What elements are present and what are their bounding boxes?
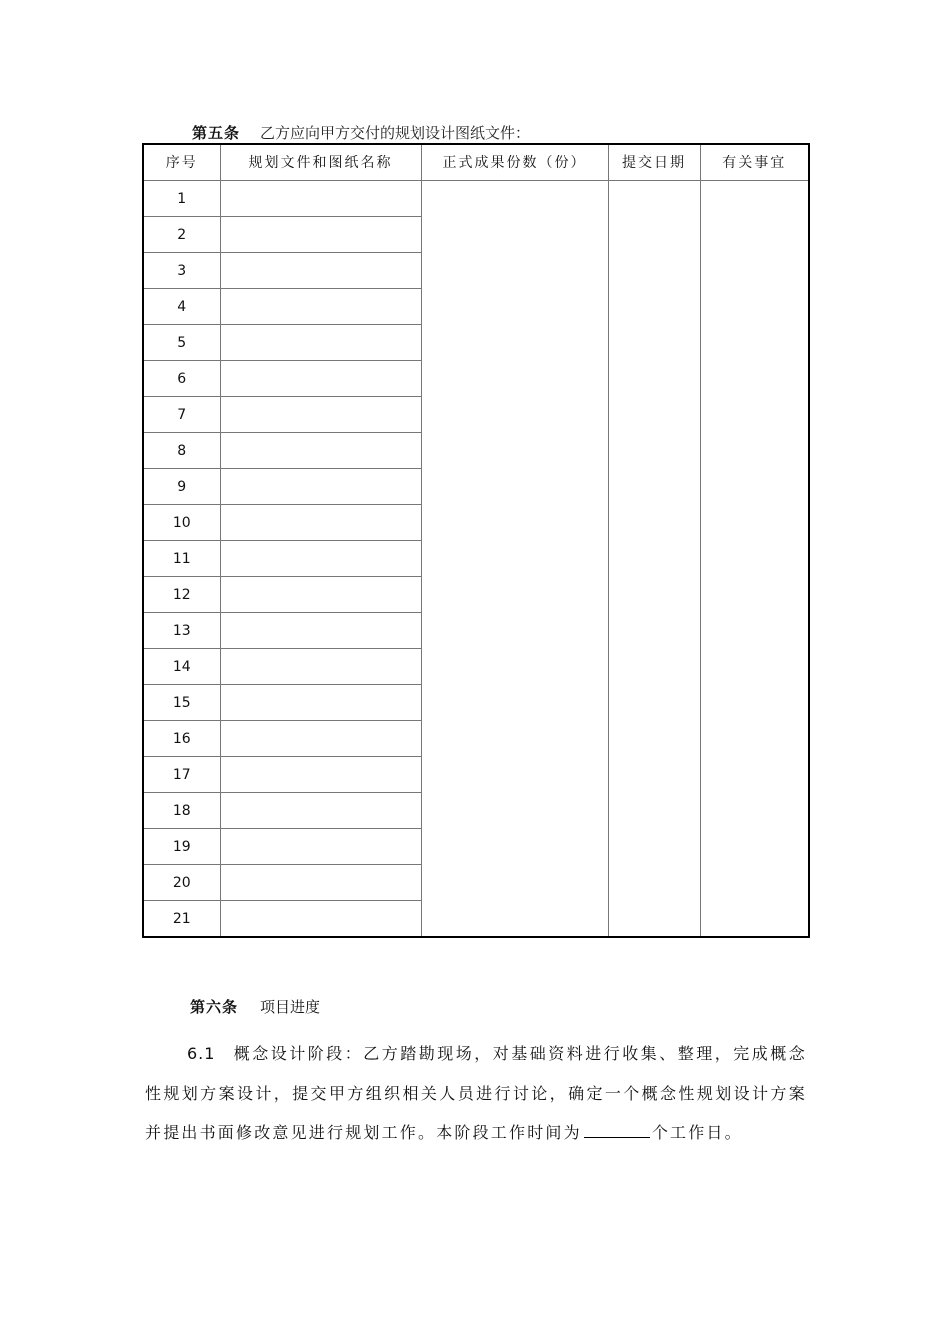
row-serial: 16	[143, 721, 220, 757]
row-doc-name-cell[interactable]	[220, 685, 421, 721]
row-doc-name-cell[interactable]	[220, 217, 421, 253]
row-serial: 19	[143, 829, 220, 865]
article-5-heading	[192, 122, 530, 144]
row-doc-name-cell[interactable]	[220, 577, 421, 613]
row-serial: 6	[143, 361, 220, 397]
row-serial: 20	[143, 865, 220, 901]
row-doc-name-cell[interactable]	[220, 901, 421, 938]
header-notes: 有关事宜	[700, 144, 809, 181]
row-copies-cell[interactable]	[421, 181, 608, 938]
row-serial: 9	[143, 469, 220, 505]
row-doc-name-cell[interactable]	[220, 649, 421, 685]
row-notes-cell[interactable]	[700, 181, 809, 938]
row-serial: 3	[143, 253, 220, 289]
row-doc-name-cell[interactable]	[220, 541, 421, 577]
header-submit-date: 提交日期	[608, 144, 700, 181]
row-doc-name-cell[interactable]	[220, 325, 421, 361]
clause-text-before: 概念设计阶段：乙方踏勘现场，对基础资料进行收集、整理，完成概念性规划方案设计，提交甲方组织相关人员进行讨论，确定一个概念性规划设计方案并提出书面修改意见进行规划工作。本阶段工作时间为	[145, 1044, 807, 1142]
row-serial: 21	[143, 901, 220, 938]
row-serial: 17	[143, 757, 220, 793]
row-serial: 14	[143, 649, 220, 685]
row-serial: 12	[143, 577, 220, 613]
row-submit-date-cell[interactable]	[608, 181, 700, 938]
header-copies: 正式成果份数（份）	[421, 144, 608, 181]
row-doc-name-cell[interactable]	[220, 505, 421, 541]
clause-number: 6.1	[187, 1044, 216, 1063]
row-doc-name-cell[interactable]	[220, 613, 421, 649]
row-serial: 1	[143, 181, 220, 217]
article-5-title: 第五条	[192, 124, 241, 142]
article-6-title: 第六条	[190, 998, 239, 1016]
row-doc-name-cell[interactable]	[220, 397, 421, 433]
header-serial: 序号	[143, 144, 220, 181]
row-serial: 18	[143, 793, 220, 829]
row-serial: 15	[143, 685, 220, 721]
row-doc-name-cell[interactable]	[220, 253, 421, 289]
article-6-heading	[190, 995, 320, 1019]
blank-days-field[interactable]	[584, 1120, 650, 1138]
article-5-text: 乙方应向甲方交付的规划设计图纸文件：	[260, 124, 531, 142]
clause-text-after: 个工作日。	[651, 1123, 743, 1142]
row-doc-name-cell[interactable]	[220, 865, 421, 901]
row-doc-name-cell[interactable]	[220, 181, 421, 217]
article-6-text: 项目进度	[260, 998, 321, 1016]
row-doc-name-cell[interactable]	[220, 469, 421, 505]
row-doc-name-cell[interactable]	[220, 829, 421, 865]
table-body	[143, 181, 809, 938]
row-serial: 8	[143, 433, 220, 469]
header-doc-name: 规划文件和图纸名称	[220, 144, 421, 181]
deliverables-table	[142, 143, 810, 938]
row-serial: 5	[143, 325, 220, 361]
row-serial: 7	[143, 397, 220, 433]
row-serial: 11	[143, 541, 220, 577]
clause-6-1	[145, 1034, 807, 1153]
row-doc-name-cell[interactable]	[220, 433, 421, 469]
row-doc-name-cell[interactable]	[220, 289, 421, 325]
row-doc-name-cell[interactable]	[220, 721, 421, 757]
row-doc-name-cell[interactable]	[220, 361, 421, 397]
row-serial: 10	[143, 505, 220, 541]
row-doc-name-cell[interactable]	[220, 793, 421, 829]
row-serial: 2	[143, 217, 220, 253]
table-row	[143, 181, 809, 217]
row-serial: 4	[143, 289, 220, 325]
row-doc-name-cell[interactable]	[220, 757, 421, 793]
row-serial: 13	[143, 613, 220, 649]
table-header-row	[143, 144, 809, 181]
